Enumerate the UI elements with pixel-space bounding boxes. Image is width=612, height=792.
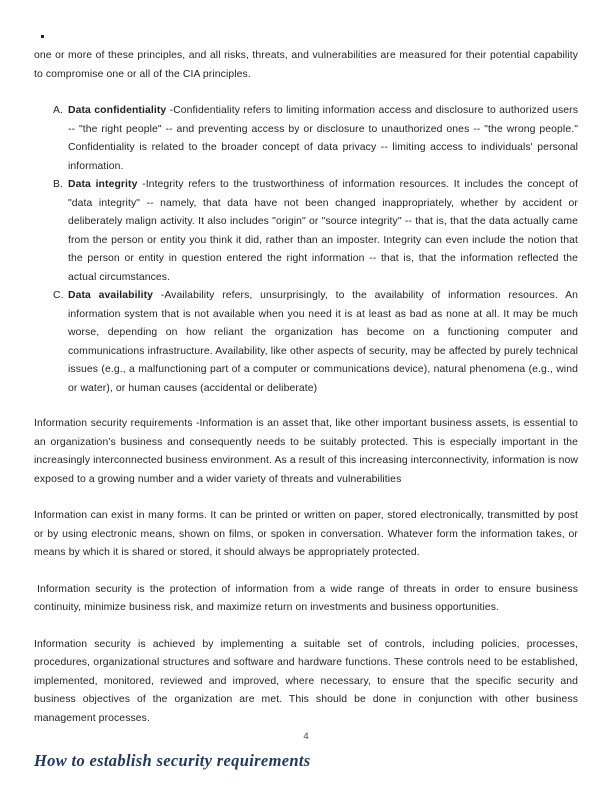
- list-item-text: -Confidentiality refers to limiting information access and disclosure to authorized users -- "the right people" -- and preventing access by or disclosure to unauthorized ones -- "the wrong people." Confidentiality is related to the broader concept of data privacy -- limiting access to individuals' personal information.: [68, 105, 578, 172]
- list-item-term: Data confidentiality: [68, 105, 167, 116]
- list-item-term: Data integrity: [68, 179, 138, 190]
- principles-list-block: [34, 102, 578, 398]
- page-title: How to establish security requirements: [34, 751, 311, 770]
- list-item-term: Data availability: [68, 290, 154, 301]
- paragraph-information-forms: Information can exist in many forms. It can be printed or written on paper, stored electronically, transmitted by post or by using electronic means, shown on films, or spoken in conversation. Whatever form the information takes, or means by which it is shared or stored, it should always be appropriately protected.: [34, 510, 578, 558]
- list-marker: C.: [53, 290, 64, 301]
- list-marker: B.: [53, 179, 64, 190]
- intro-paragraph: one or more of these principles, and all risks, threats, and vulnerabilities are measured for their potential capability to compromise one or all of the CIA principles.: [34, 50, 578, 80]
- section-heading-block: [34, 750, 578, 772]
- paragraph-information-security-protection: Information security is the protection of information from a wide range of threats in order to ensure business continuity, minimize business risk, and maximize return on investments and business opportunities.: [34, 583, 578, 613]
- list-item: [34, 102, 578, 176]
- page-content: [34, 30, 578, 772]
- paragraph-information-security-requirements: Information security requirements -Information is an asset that, like other important business assets, is essential to an organization’s business and consequently needs to be suitably protected. This is especially important in the increasingly interconnected business environment. As a result of this increasing interconnectivity, information is now exposed to a growing number and a wider variety of threats and vulnerabilities: [34, 418, 578, 485]
- bullet-point-icon: [41, 35, 44, 38]
- list-item: [34, 287, 578, 398]
- empty-bullet-item: [34, 30, 578, 44]
- cia-principles-list: [34, 102, 578, 398]
- paragraph-information-security-controls: Information security is achieved by implementing a suitable set of controls, including policies, processes, procedures, organizational structures and software and hardware functions. These controls need to be established, implemented, monitored, reviewed and improved, where necessary, to ensure that the specific security and business objectives of the organization are met. This should be done in conjunction with other business management processes.: [34, 638, 578, 724]
- list-item-text: -Availability refers, unsurprisingly, to the availability of information resources. An information system that is not available when you need it is at least as bad as none at all. It may be much worse, depending on how reliant the organization has become on a functioning computer and communications infrastructure. Availability, like other aspects of security, may be affected by purely technical issues (e.g., a malfunctioning part of a computer or communications device), natural phenomena (e.g., wind or water), or human causes (accidental or deliberate): [68, 290, 579, 394]
- list-marker: A.: [53, 105, 64, 116]
- list-item: [34, 176, 578, 287]
- list-item-text: -Integrity refers to the trustworthiness of information resources. It includes the concept of "data integrity" -- namely, that data have not been changed inappropriately, whether by accident or deliberately malign activity. It also includes "origin" or "source integrity" -- that is, that the data actually came from the person or entity you think it did, rather than an imposter. Integrity can even include the notion that the person or entity in question entered the right information -- that is, that the information reflected the actual circumstances.: [68, 179, 578, 283]
- page-number: 4: [303, 731, 309, 742]
